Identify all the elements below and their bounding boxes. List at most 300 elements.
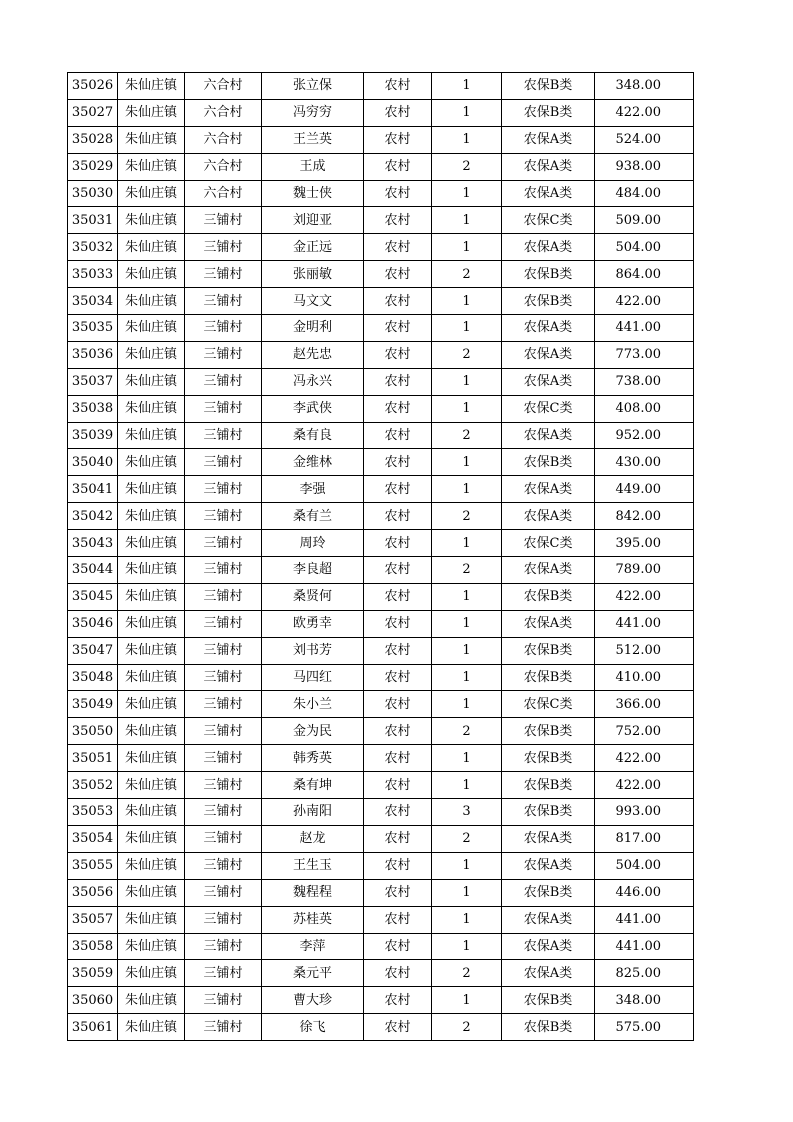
town-cell: 朱仙庄镇	[118, 368, 185, 395]
person-count-cell: 1	[432, 691, 502, 718]
name-cell: 朱小兰	[262, 691, 364, 718]
amount-cell: 512.00	[595, 637, 694, 664]
village-cell: 三铺村	[185, 341, 262, 368]
serial-number-cell: 35043	[68, 530, 118, 557]
name-cell: 苏桂英	[262, 906, 364, 933]
person-count-cell: 1	[432, 207, 502, 234]
name-cell: 金为民	[262, 718, 364, 745]
serial-number-cell: 35047	[68, 637, 118, 664]
person-count-cell: 1	[432, 315, 502, 342]
table-row	[68, 234, 694, 261]
household-type-cell: 农村	[364, 745, 432, 772]
serial-number-cell: 35055	[68, 852, 118, 879]
serial-number-cell: 35059	[68, 960, 118, 987]
amount-cell: 441.00	[595, 315, 694, 342]
person-count-cell: 1	[432, 73, 502, 100]
amount-cell: 864.00	[595, 261, 694, 288]
person-count-cell: 2	[432, 153, 502, 180]
name-cell: 魏士侠	[262, 180, 364, 207]
town-cell: 朱仙庄镇	[118, 933, 185, 960]
village-cell: 三铺村	[185, 691, 262, 718]
town-cell: 朱仙庄镇	[118, 126, 185, 153]
name-cell: 韩秀英	[262, 745, 364, 772]
name-cell: 李良超	[262, 557, 364, 584]
table-row	[68, 879, 694, 906]
amount-cell: 422.00	[595, 772, 694, 799]
name-cell: 刘书芳	[262, 637, 364, 664]
insurance-type-cell: 农保A类	[502, 368, 595, 395]
name-cell: 冯永兴	[262, 368, 364, 395]
town-cell: 朱仙庄镇	[118, 610, 185, 637]
insurance-type-cell: 农保B类	[502, 664, 595, 691]
village-cell: 六合村	[185, 153, 262, 180]
table-row	[68, 73, 694, 100]
town-cell: 朱仙庄镇	[118, 99, 185, 126]
serial-number-cell: 35030	[68, 180, 118, 207]
village-cell: 三铺村	[185, 207, 262, 234]
serial-number-cell: 35057	[68, 906, 118, 933]
serial-number-cell: 35052	[68, 772, 118, 799]
household-type-cell: 农村	[364, 825, 432, 852]
serial-number-cell: 35036	[68, 341, 118, 368]
person-count-cell: 1	[432, 583, 502, 610]
household-type-cell: 农村	[364, 664, 432, 691]
town-cell: 朱仙庄镇	[118, 799, 185, 826]
serial-number-cell: 35034	[68, 288, 118, 315]
table-row	[68, 126, 694, 153]
name-cell: 金正远	[262, 234, 364, 261]
insurance-type-cell: 农保B类	[502, 261, 595, 288]
household-type-cell: 农村	[364, 987, 432, 1014]
amount-cell: 441.00	[595, 906, 694, 933]
insurance-type-cell: 农保A类	[502, 153, 595, 180]
town-cell: 朱仙庄镇	[118, 745, 185, 772]
amount-cell: 430.00	[595, 449, 694, 476]
name-cell: 张丽敏	[262, 261, 364, 288]
insurance-type-cell: 农保C类	[502, 530, 595, 557]
serial-number-cell: 35044	[68, 557, 118, 584]
table-row	[68, 395, 694, 422]
town-cell: 朱仙庄镇	[118, 476, 185, 503]
town-cell: 朱仙庄镇	[118, 73, 185, 100]
serial-number-cell: 35046	[68, 610, 118, 637]
name-cell: 赵先忠	[262, 341, 364, 368]
household-type-cell: 农村	[364, 99, 432, 126]
town-cell: 朱仙庄镇	[118, 153, 185, 180]
village-cell: 三铺村	[185, 852, 262, 879]
table-row	[68, 99, 694, 126]
person-count-cell: 2	[432, 718, 502, 745]
name-cell: 桑有坤	[262, 772, 364, 799]
village-cell: 三铺村	[185, 234, 262, 261]
table-row	[68, 476, 694, 503]
amount-cell: 422.00	[595, 99, 694, 126]
table-row	[68, 153, 694, 180]
village-cell: 三铺村	[185, 637, 262, 664]
serial-number-cell: 35050	[68, 718, 118, 745]
table-row	[68, 557, 694, 584]
table-row	[68, 987, 694, 1014]
amount-cell: 441.00	[595, 933, 694, 960]
table-row	[68, 933, 694, 960]
table-row	[68, 906, 694, 933]
amount-cell: 773.00	[595, 341, 694, 368]
insurance-type-cell: 农保A类	[502, 825, 595, 852]
amount-cell: 395.00	[595, 530, 694, 557]
insurance-type-cell: 农保B类	[502, 718, 595, 745]
town-cell: 朱仙庄镇	[118, 825, 185, 852]
table-row	[68, 691, 694, 718]
household-type-cell: 农村	[364, 341, 432, 368]
town-cell: 朱仙庄镇	[118, 261, 185, 288]
table-row	[68, 664, 694, 691]
person-count-cell: 1	[432, 99, 502, 126]
household-type-cell: 农村	[364, 449, 432, 476]
amount-cell: 410.00	[595, 664, 694, 691]
person-count-cell: 2	[432, 503, 502, 530]
amount-cell: 449.00	[595, 476, 694, 503]
table-row	[68, 422, 694, 449]
village-cell: 三铺村	[185, 718, 262, 745]
insurance-type-cell: 农保A类	[502, 126, 595, 153]
village-cell: 六合村	[185, 180, 262, 207]
amount-cell: 422.00	[595, 745, 694, 772]
person-count-cell: 1	[432, 664, 502, 691]
household-type-cell: 农村	[364, 583, 432, 610]
village-cell: 三铺村	[185, 933, 262, 960]
amount-cell: 789.00	[595, 557, 694, 584]
name-cell: 李强	[262, 476, 364, 503]
name-cell: 马文文	[262, 288, 364, 315]
amount-cell: 752.00	[595, 718, 694, 745]
amount-cell: 993.00	[595, 799, 694, 826]
insurance-type-cell: 农保C类	[502, 207, 595, 234]
insurance-type-cell: 农保B类	[502, 583, 595, 610]
person-count-cell: 1	[432, 610, 502, 637]
serial-number-cell: 35053	[68, 799, 118, 826]
serial-number-cell: 35056	[68, 879, 118, 906]
town-cell: 朱仙庄镇	[118, 772, 185, 799]
serial-number-cell: 35031	[68, 207, 118, 234]
insurance-type-cell: 农保B类	[502, 987, 595, 1014]
town-cell: 朱仙庄镇	[118, 395, 185, 422]
name-cell: 刘迎亚	[262, 207, 364, 234]
amount-cell: 348.00	[595, 987, 694, 1014]
insurance-type-cell: 农保A类	[502, 906, 595, 933]
insurance-type-cell: 农保B类	[502, 772, 595, 799]
village-cell: 三铺村	[185, 825, 262, 852]
insurance-type-cell: 农保A类	[502, 503, 595, 530]
household-type-cell: 农村	[364, 73, 432, 100]
village-cell: 三铺村	[185, 422, 262, 449]
household-type-cell: 农村	[364, 288, 432, 315]
name-cell: 马四红	[262, 664, 364, 691]
village-cell: 三铺村	[185, 772, 262, 799]
household-type-cell: 农村	[364, 503, 432, 530]
table-row	[68, 207, 694, 234]
village-cell: 三铺村	[185, 530, 262, 557]
amount-cell: 504.00	[595, 852, 694, 879]
household-type-cell: 农村	[364, 422, 432, 449]
insurance-type-cell: 农保B类	[502, 288, 595, 315]
insurance-type-cell: 农保B类	[502, 1014, 595, 1041]
person-count-cell: 2	[432, 1014, 502, 1041]
village-cell: 三铺村	[185, 288, 262, 315]
name-cell: 李萍	[262, 933, 364, 960]
table-row	[68, 1014, 694, 1041]
household-type-cell: 农村	[364, 126, 432, 153]
village-cell: 三铺村	[185, 745, 262, 772]
amount-cell: 441.00	[595, 610, 694, 637]
town-cell: 朱仙庄镇	[118, 960, 185, 987]
person-count-cell: 1	[432, 288, 502, 315]
person-count-cell: 1	[432, 852, 502, 879]
serial-number-cell: 35037	[68, 368, 118, 395]
serial-number-cell: 35032	[68, 234, 118, 261]
person-count-cell: 2	[432, 825, 502, 852]
serial-number-cell: 35041	[68, 476, 118, 503]
town-cell: 朱仙庄镇	[118, 503, 185, 530]
table-row	[68, 261, 694, 288]
amount-cell: 366.00	[595, 691, 694, 718]
village-cell: 三铺村	[185, 261, 262, 288]
village-cell: 三铺村	[185, 879, 262, 906]
person-count-cell: 1	[432, 933, 502, 960]
insurance-type-cell: 农保A类	[502, 476, 595, 503]
serial-number-cell: 35026	[68, 73, 118, 100]
amount-cell: 825.00	[595, 960, 694, 987]
amount-cell: 484.00	[595, 180, 694, 207]
insurance-type-cell: 农保A类	[502, 422, 595, 449]
serial-number-cell: 35060	[68, 987, 118, 1014]
serial-number-cell: 35038	[68, 395, 118, 422]
town-cell: 朱仙庄镇	[118, 718, 185, 745]
household-type-cell: 农村	[364, 368, 432, 395]
name-cell: 赵龙	[262, 825, 364, 852]
table-row	[68, 718, 694, 745]
table-row	[68, 583, 694, 610]
household-type-cell: 农村	[364, 906, 432, 933]
insurance-type-cell: 农保A类	[502, 557, 595, 584]
household-type-cell: 农村	[364, 476, 432, 503]
name-cell: 曹大珍	[262, 987, 364, 1014]
serial-number-cell: 35049	[68, 691, 118, 718]
town-cell: 朱仙庄镇	[118, 691, 185, 718]
serial-number-cell: 35040	[68, 449, 118, 476]
name-cell: 欧勇幸	[262, 610, 364, 637]
village-cell: 三铺村	[185, 1014, 262, 1041]
town-cell: 朱仙庄镇	[118, 1014, 185, 1041]
household-type-cell: 农村	[364, 153, 432, 180]
insurance-type-cell: 农保B类	[502, 799, 595, 826]
town-cell: 朱仙庄镇	[118, 449, 185, 476]
name-cell: 冯穷穷	[262, 99, 364, 126]
village-cell: 六合村	[185, 126, 262, 153]
household-type-cell: 农村	[364, 261, 432, 288]
serial-number-cell: 35048	[68, 664, 118, 691]
name-cell: 王生玉	[262, 852, 364, 879]
town-cell: 朱仙庄镇	[118, 422, 185, 449]
town-cell: 朱仙庄镇	[118, 637, 185, 664]
household-type-cell: 农村	[364, 234, 432, 261]
village-cell: 三铺村	[185, 557, 262, 584]
town-cell: 朱仙庄镇	[118, 664, 185, 691]
serial-number-cell: 35033	[68, 261, 118, 288]
table-row	[68, 799, 694, 826]
village-cell: 三铺村	[185, 476, 262, 503]
person-count-cell: 2	[432, 341, 502, 368]
village-cell: 三铺村	[185, 960, 262, 987]
household-type-cell: 农村	[364, 772, 432, 799]
insurance-type-cell: 农保A类	[502, 341, 595, 368]
person-count-cell: 1	[432, 530, 502, 557]
person-count-cell: 1	[432, 745, 502, 772]
town-cell: 朱仙庄镇	[118, 288, 185, 315]
table-row	[68, 503, 694, 530]
insurance-type-cell: 农保A类	[502, 315, 595, 342]
person-count-cell: 1	[432, 234, 502, 261]
insurance-type-cell: 农保C类	[502, 691, 595, 718]
serial-number-cell: 35028	[68, 126, 118, 153]
table-row	[68, 315, 694, 342]
amount-cell: 408.00	[595, 395, 694, 422]
town-cell: 朱仙庄镇	[118, 852, 185, 879]
person-count-cell: 1	[432, 395, 502, 422]
village-cell: 六合村	[185, 99, 262, 126]
table-row	[68, 825, 694, 852]
household-type-cell: 农村	[364, 557, 432, 584]
serial-number-cell: 35035	[68, 315, 118, 342]
name-cell: 周玲	[262, 530, 364, 557]
table-body	[68, 73, 694, 1041]
name-cell: 金明利	[262, 315, 364, 342]
person-count-cell: 1	[432, 368, 502, 395]
table-row	[68, 449, 694, 476]
amount-cell: 952.00	[595, 422, 694, 449]
town-cell: 朱仙庄镇	[118, 234, 185, 261]
village-cell: 六合村	[185, 73, 262, 100]
name-cell: 桑有兰	[262, 503, 364, 530]
village-cell: 三铺村	[185, 368, 262, 395]
village-cell: 三铺村	[185, 987, 262, 1014]
insurance-type-cell: 农保A类	[502, 180, 595, 207]
table-row	[68, 960, 694, 987]
person-count-cell: 1	[432, 180, 502, 207]
household-type-cell: 农村	[364, 799, 432, 826]
household-type-cell: 农村	[364, 691, 432, 718]
person-count-cell: 2	[432, 960, 502, 987]
table-row	[68, 530, 694, 557]
serial-number-cell: 35054	[68, 825, 118, 852]
name-cell: 王兰英	[262, 126, 364, 153]
village-cell: 三铺村	[185, 583, 262, 610]
name-cell: 徐飞	[262, 1014, 364, 1041]
amount-cell: 817.00	[595, 825, 694, 852]
table-row	[68, 368, 694, 395]
village-cell: 三铺村	[185, 906, 262, 933]
insurance-type-cell: 农保A类	[502, 960, 595, 987]
town-cell: 朱仙庄镇	[118, 879, 185, 906]
household-type-cell: 农村	[364, 395, 432, 422]
household-type-cell: 农村	[364, 180, 432, 207]
name-cell: 孙南阳	[262, 799, 364, 826]
table-row	[68, 852, 694, 879]
table-row	[68, 772, 694, 799]
household-type-cell: 农村	[364, 960, 432, 987]
serial-number-cell: 35029	[68, 153, 118, 180]
insurance-type-cell: 农保B类	[502, 745, 595, 772]
amount-cell: 938.00	[595, 153, 694, 180]
town-cell: 朱仙庄镇	[118, 315, 185, 342]
town-cell: 朱仙庄镇	[118, 557, 185, 584]
household-type-cell: 农村	[364, 933, 432, 960]
village-cell: 三铺村	[185, 449, 262, 476]
household-type-cell: 农村	[364, 718, 432, 745]
amount-cell: 422.00	[595, 288, 694, 315]
serial-number-cell: 35042	[68, 503, 118, 530]
person-count-cell: 1	[432, 879, 502, 906]
amount-cell: 842.00	[595, 503, 694, 530]
data-table	[67, 72, 694, 1041]
table-row	[68, 610, 694, 637]
household-type-cell: 农村	[364, 610, 432, 637]
amount-cell: 575.00	[595, 1014, 694, 1041]
town-cell: 朱仙庄镇	[118, 987, 185, 1014]
table-row	[68, 745, 694, 772]
village-cell: 三铺村	[185, 610, 262, 637]
table-row	[68, 341, 694, 368]
village-cell: 三铺村	[185, 799, 262, 826]
serial-number-cell: 35061	[68, 1014, 118, 1041]
person-count-cell: 1	[432, 637, 502, 664]
town-cell: 朱仙庄镇	[118, 207, 185, 234]
amount-cell: 422.00	[595, 583, 694, 610]
person-count-cell: 1	[432, 449, 502, 476]
household-type-cell: 农村	[364, 879, 432, 906]
amount-cell: 524.00	[595, 126, 694, 153]
insurance-type-cell: 农保A类	[502, 234, 595, 261]
insurance-type-cell: 农保A类	[502, 933, 595, 960]
town-cell: 朱仙庄镇	[118, 341, 185, 368]
household-type-cell: 农村	[364, 637, 432, 664]
name-cell: 魏程程	[262, 879, 364, 906]
insurance-type-cell: 农保B类	[502, 449, 595, 476]
person-count-cell: 2	[432, 261, 502, 288]
insurance-type-cell: 农保B类	[502, 99, 595, 126]
name-cell: 桑贤何	[262, 583, 364, 610]
insurance-type-cell: 农保B类	[502, 637, 595, 664]
person-count-cell: 3	[432, 799, 502, 826]
person-count-cell: 2	[432, 557, 502, 584]
town-cell: 朱仙庄镇	[118, 530, 185, 557]
person-count-cell: 1	[432, 772, 502, 799]
insurance-type-cell: 农保C类	[502, 395, 595, 422]
amount-cell: 348.00	[595, 73, 694, 100]
person-count-cell: 1	[432, 906, 502, 933]
household-type-cell: 农村	[364, 207, 432, 234]
insurance-type-cell: 农保B类	[502, 879, 595, 906]
table-row	[68, 288, 694, 315]
town-cell: 朱仙庄镇	[118, 906, 185, 933]
household-type-cell: 农村	[364, 530, 432, 557]
person-count-cell: 2	[432, 422, 502, 449]
table-row	[68, 637, 694, 664]
name-cell: 王成	[262, 153, 364, 180]
serial-number-cell: 35058	[68, 933, 118, 960]
amount-cell: 504.00	[595, 234, 694, 261]
town-cell: 朱仙庄镇	[118, 180, 185, 207]
village-cell: 三铺村	[185, 395, 262, 422]
